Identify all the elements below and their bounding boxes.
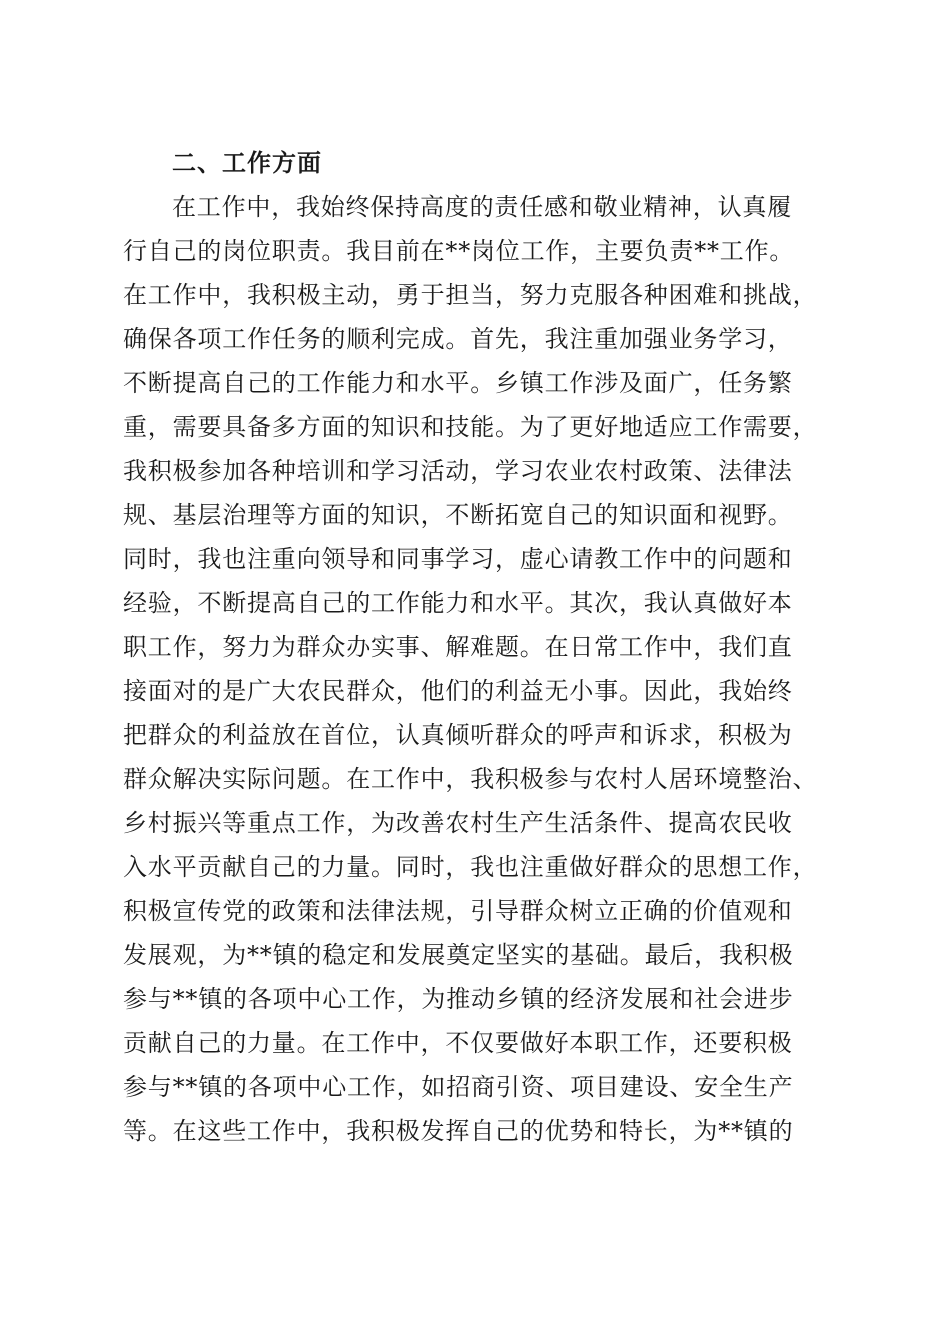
text-line: 我积极参加各种培训和学习活动，学习农业农村政策、法律法	[123, 457, 793, 485]
text-line: 群众解决实际问题。在工作中，我积极参与农村人居环境整治、	[123, 765, 818, 793]
text-line: 行自己的岗位职责。我目前在**岗位工作，主要负责**工作。	[123, 237, 795, 265]
text-line: 规、基层治理等方面的知识，不断拓宽自己的知识面和视野。	[123, 501, 793, 529]
text-line: 等。在这些工作中，我积极发挥自己的优势和特长，为**镇的	[123, 1117, 794, 1145]
text-line: 确保各项工作任务的顺利完成。首先，我注重加强业务学习，	[123, 325, 793, 353]
text-line: 不断提高自己的工作能力和水平。乡镇工作涉及面广，任务繁	[123, 369, 793, 397]
section-heading: 二、工作方面	[172, 149, 322, 177]
text-line: 乡村振兴等重点工作，为改善农村生产生活条件、提高农民收	[123, 809, 793, 837]
text-line: 入水平贡献自己的力量。同时，我也注重做好群众的思想工作，	[123, 853, 818, 881]
text-line: 在工作中，我积极主动，勇于担当，努力克服各种困难和挑战，	[123, 281, 818, 309]
text-line: 参与**镇的各项中心工作，为推动乡镇的经济发展和社会进步	[123, 985, 794, 1013]
text-line: 贡献自己的力量。在工作中，不仅要做好本职工作，还要积极	[123, 1029, 793, 1057]
text-line: 参与**镇的各项中心工作，如招商引资、项目建设、安全生产	[123, 1073, 794, 1101]
text-line: 接面对的是广大农民群众，他们的利益无小事。因此，我始终	[123, 677, 793, 705]
text-line: 积极宣传党的政策和法律法规，引导群众树立正确的价值观和	[123, 897, 793, 925]
text-line: 发展观，为**镇的稳定和发展奠定坚实的基础。最后，我积极	[123, 941, 794, 969]
text-line: 职工作，努力为群众办实事、解难题。在日常工作中，我们直	[123, 633, 793, 661]
text-line: 同时，我也注重向领导和同事学习，虚心请教工作中的问题和	[123, 545, 793, 573]
text-line: 在工作中，我始终保持高度的责任感和敬业精神，认真履	[172, 193, 792, 221]
text-line: 重，需要具备多方面的知识和技能。为了更好地适应工作需要，	[123, 413, 818, 441]
text-line: 经验，不断提高自己的工作能力和水平。其次，我认真做好本	[123, 589, 793, 617]
text-line: 把群众的利益放在首位，认真倾听群众的呼声和诉求，积极为	[123, 721, 793, 749]
